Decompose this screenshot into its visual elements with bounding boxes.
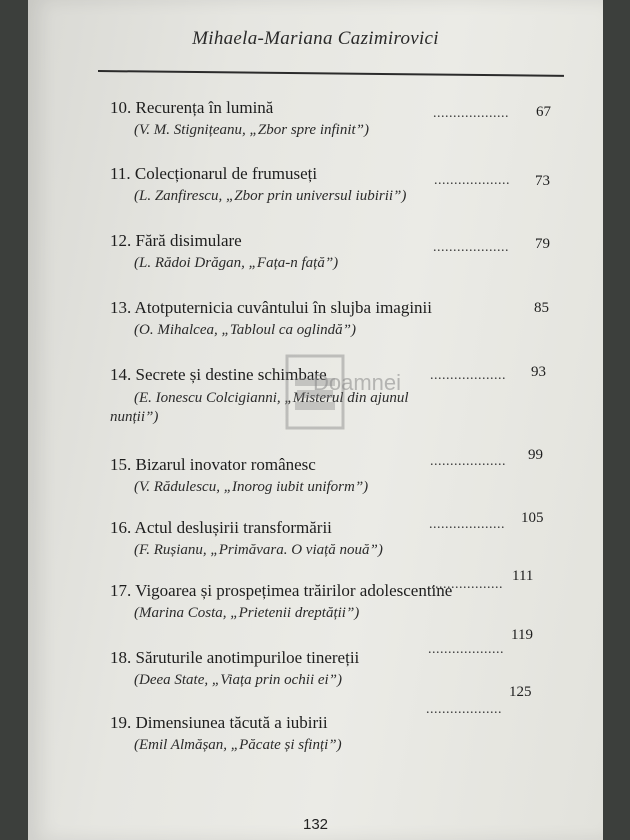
toc-entry bbox=[110, 518, 580, 559]
entry-title: 14. Secrete și destine schimbate bbox=[110, 365, 327, 384]
entry-subtitle: (Deea State, „Viața prin ochii ei”) bbox=[134, 672, 343, 688]
entry-title: 18. Săruturile anotimpuriloe tinereții bbox=[110, 648, 360, 667]
toc-entry bbox=[110, 648, 580, 689]
dot-leader: ................... bbox=[433, 240, 509, 255]
toc-entry bbox=[110, 455, 580, 496]
page-number: 85 bbox=[534, 300, 549, 316]
toc-entry bbox=[110, 713, 580, 754]
page-number: 99 bbox=[528, 447, 543, 463]
dot-leader: ................... bbox=[434, 173, 510, 188]
entry-title: 16. Actul deslușirii transformării bbox=[110, 518, 332, 537]
dot-leader: ................... bbox=[430, 368, 506, 383]
toc-entry bbox=[110, 298, 580, 339]
entry-title: 13. Atotputernicia cuvântului în slujba imaginii bbox=[110, 298, 433, 317]
page-number: 119 bbox=[511, 627, 533, 643]
dot-leader: ................... bbox=[428, 642, 504, 657]
watermark-text: Doamnei bbox=[313, 370, 402, 395]
entry-subtitle: (Emil Almășan, „Păcate și sfinți”) bbox=[134, 737, 342, 753]
book-page bbox=[28, 0, 603, 840]
page-number: 67 bbox=[536, 104, 551, 120]
folio: 132 bbox=[302, 816, 329, 833]
entry-subtitle: (L. Rădoi Drăgan, „Fața-n față”) bbox=[134, 255, 339, 271]
page-number: 125 bbox=[509, 684, 532, 700]
page-number: 93 bbox=[531, 364, 546, 380]
entry-subtitle: (L. Zanfirescu, „Zbor prin universul iubirii”) bbox=[134, 188, 407, 204]
page-number: 79 bbox=[535, 236, 550, 252]
page-number: 73 bbox=[535, 173, 550, 189]
dot-leader: ................... bbox=[433, 106, 509, 121]
dot-leader: ................... bbox=[426, 702, 502, 717]
dot-leader: ................... bbox=[427, 577, 503, 592]
entry-title: 11. Colecționarul de frumuseți bbox=[110, 164, 318, 183]
entry-title: 12. Fără disimulare bbox=[110, 231, 242, 250]
dot-leader: ................... bbox=[429, 517, 505, 532]
dot-leader: ................... bbox=[430, 454, 506, 469]
entry-subtitle: (V. M. Stignițeanu, „Zbor spre infinit”) bbox=[134, 122, 370, 138]
toc-entry bbox=[110, 581, 580, 622]
entry-subtitle: (F. Rușianu, „Primăvara. O viață nouă”) bbox=[134, 542, 383, 558]
entry-subtitle: (O. Mihalcea, „Tabloul ca oglindă”) bbox=[134, 322, 356, 338]
header-rule bbox=[98, 70, 564, 77]
entry-title: 19. Dimensiunea tăcută a iubirii bbox=[110, 713, 328, 732]
entry-subtitle: (E. Ionescu Colcigianni, „Misterul din ajunul nunții”) bbox=[110, 390, 409, 425]
entry-subtitle: (V. Rădulescu, „Inorog iubit uniform”) bbox=[134, 479, 369, 495]
toc-entry bbox=[110, 98, 580, 139]
entry-title: 15. Bizarul inovator românesc bbox=[110, 455, 316, 474]
entry-title: 10. Recurența în lumină bbox=[110, 98, 274, 117]
entry-title: 17. Vigoarea și prospețimea trăirilor adolescentine bbox=[110, 581, 453, 600]
page-number: 105 bbox=[521, 510, 544, 526]
toc-entry bbox=[110, 231, 580, 272]
running-header: Mihaela-Mariana Cazimirovici bbox=[192, 28, 439, 49]
page-number: 111 bbox=[512, 568, 534, 584]
entry-subtitle: (Marina Costa, „Prietenii dreptății”) bbox=[134, 605, 360, 621]
